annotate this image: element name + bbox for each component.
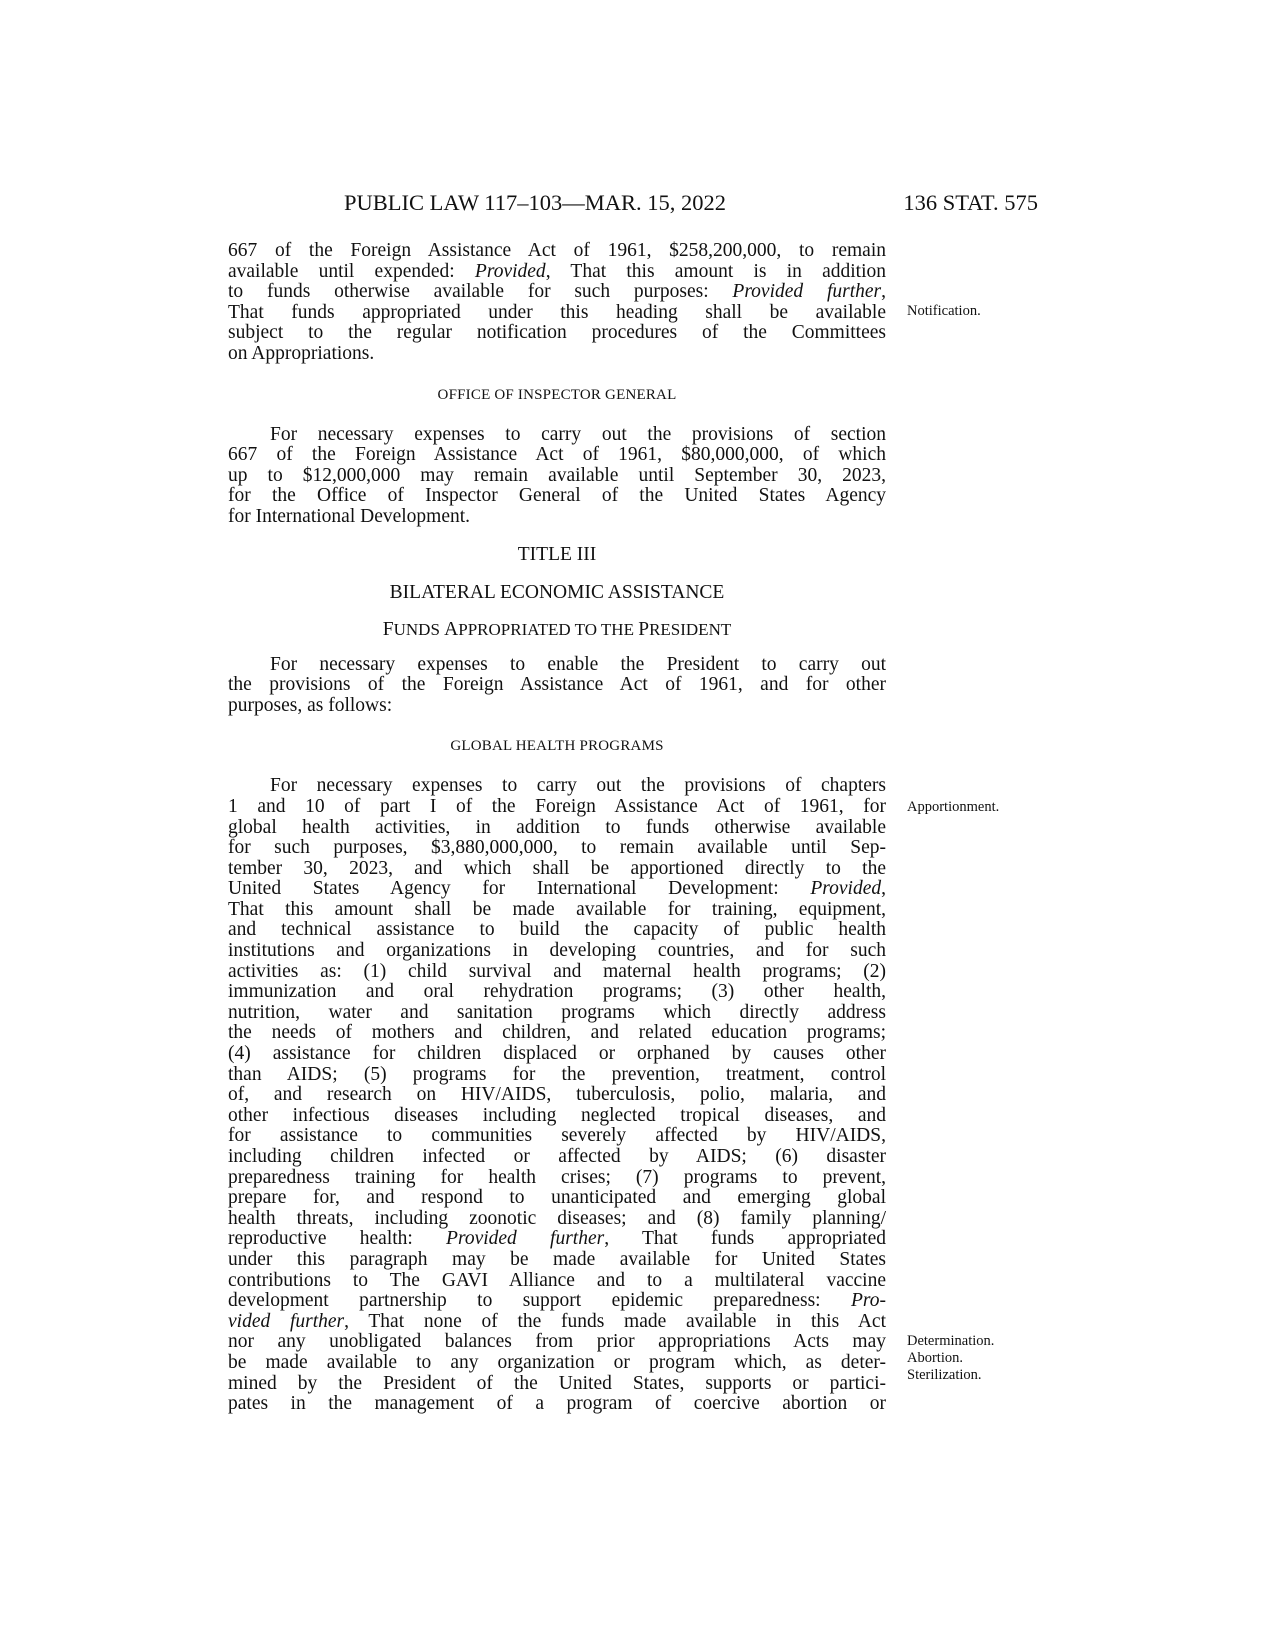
provided-term: Provided xyxy=(810,878,882,900)
title-name: BILATERAL ECONOMIC ASSISTANCE xyxy=(389,581,725,603)
text-line: That funds appropriated under this heading shall be available xyxy=(228,301,886,323)
page-header xyxy=(228,188,1038,218)
subtitle-heading: FUNDS APPROPRIATED TO THE PRESIDENT xyxy=(382,618,732,640)
text-line: That this amount shall be made available for training, equipment, xyxy=(228,898,886,920)
text-line: on Appropriations. xyxy=(228,342,375,364)
text-line: 667 of the Foreign Assistance Act of 1961, $80,000,000, of which xyxy=(228,444,886,466)
text-line: (4) assistance for children displaced or orphaned by causes other xyxy=(228,1043,886,1065)
text-line: of, and research on HIV/AIDS, tuberculosis, polio, malaria, and xyxy=(228,1084,886,1106)
text-line: 667 of the Foreign Assistance Act of 1961, $258,200,000, to remain xyxy=(228,240,886,261)
title-number: TITLE III xyxy=(517,543,597,565)
text-line: than AIDS; (5) programs for the prevention, treatment, control xyxy=(228,1063,886,1085)
text-line: preparedness training for health crises; (7) programs to prevent, xyxy=(228,1166,886,1188)
margin-note-sterilization: Sterilization. xyxy=(907,1367,982,1383)
section-heading-oig: OFFICE OF INSPECTOR GENERAL xyxy=(437,386,677,403)
ghp-paragraph xyxy=(228,776,886,1414)
body-column xyxy=(228,241,886,1415)
text-line: nutrition, water and sanitation programs which directly address xyxy=(228,1001,886,1023)
continuation-paragraph xyxy=(228,241,886,365)
text-line: United States Agency for International Development: Provided, xyxy=(228,878,886,900)
provided-further-term: Pro- xyxy=(850,1290,886,1312)
text-line: to funds otherwise available for such purposes: Provided further, xyxy=(228,281,886,303)
text-line: nor any unobligated balances from prior appropriations Acts may xyxy=(228,1331,886,1353)
text-line: contributions to The GAVI Alliance and to a multilateral vaccine xyxy=(228,1269,886,1291)
text-line: up to $12,000,000 may remain available until September 30, 2023, xyxy=(228,464,886,486)
text-line: pates in the management of a program of coercive abortion or xyxy=(228,1393,886,1415)
text-line: the provisions of the Foreign Assistance Act of 1961, and for other xyxy=(228,674,886,696)
margin-note-apportionment: Apportionment. xyxy=(907,799,1000,815)
statute-page-number: 136 STAT. 575 xyxy=(903,190,1038,215)
text-line: For necessary expenses to enable the President to carry out xyxy=(270,653,886,675)
text-line: global health activities, in addition to funds otherwise available xyxy=(228,816,886,838)
text-line: for such purposes, $3,880,000,000, to remain available until Sep- xyxy=(228,837,886,859)
text-line: other infectious diseases including neglected tropical diseases, and xyxy=(228,1104,886,1126)
margin-note-determination: Determination. xyxy=(907,1333,995,1349)
text-line: mined by the President of the United States, supports or partici- xyxy=(228,1372,886,1394)
text-line: vided further, That none of the funds made available in this Act xyxy=(228,1310,886,1332)
text-line: development partnership to support epidemic preparedness: Pro- xyxy=(228,1290,886,1312)
margin-note-abortion: Abortion. xyxy=(907,1350,963,1366)
text-line: 1 and 10 of part I of the Foreign Assistance Act of 1961, for xyxy=(228,795,886,817)
text-line: under this paragraph may be made available for United States xyxy=(228,1248,886,1270)
oig-paragraph xyxy=(228,425,886,528)
text-line: subject to the regular notification procedures of the Committees xyxy=(228,322,886,344)
intro-paragraph xyxy=(228,655,886,717)
text-line: the needs of mothers and children, and related education programs; xyxy=(228,1022,886,1044)
text-line: immunization and oral rehydration programs; (3) other health, xyxy=(228,981,886,1003)
text-line: health threats, including zoonotic diseases; and (8) family planning/ xyxy=(228,1207,886,1229)
text-line: for the Office of Inspector General of the United States Agency xyxy=(228,485,886,507)
text-line: reproductive health: Provided further, That funds appropriated xyxy=(228,1228,886,1250)
text-line: prepare for, and respond to unanticipated and emerging global xyxy=(228,1187,886,1209)
provided-further-term: vided further xyxy=(228,1310,345,1332)
section-heading-ghp: GLOBAL HEALTH PROGRAMS xyxy=(450,738,664,755)
running-head-law: PUBLIC LAW 117–103—MAR. 15, 2022 xyxy=(344,190,726,215)
text-line: For necessary expenses to carry out the provisions of section xyxy=(270,423,886,445)
text-line: available until expended: Provided, That this amount is in addition xyxy=(228,260,886,282)
text-line: For necessary expenses to carry out the provisions of chapters xyxy=(270,775,886,797)
provided-further-term: Provided further xyxy=(732,281,882,303)
text-line: be made available to any organization or program which, as deter- xyxy=(228,1351,886,1373)
provided-further-term: Provided further xyxy=(446,1228,605,1250)
text-line: tember 30, 2023, and which shall be apportioned directly to the xyxy=(228,857,886,879)
margin-note-notification: Notification. xyxy=(907,303,981,319)
provided-term: Provided xyxy=(474,260,546,282)
text-line: and technical assistance to build the capacity of public health xyxy=(228,919,886,941)
text-line: activities as: (1) child survival and maternal health programs; (2) xyxy=(228,960,886,982)
text-line: including children infected or affected by AIDS; (6) disaster xyxy=(228,1146,886,1167)
text-line: purposes, as follows: xyxy=(228,694,393,716)
text-line: for assistance to communities severely affected by HIV/AIDS, xyxy=(228,1125,886,1147)
text-line: institutions and organizations in developing countries, and for such xyxy=(228,940,886,962)
text-line: for International Development. xyxy=(228,505,471,527)
